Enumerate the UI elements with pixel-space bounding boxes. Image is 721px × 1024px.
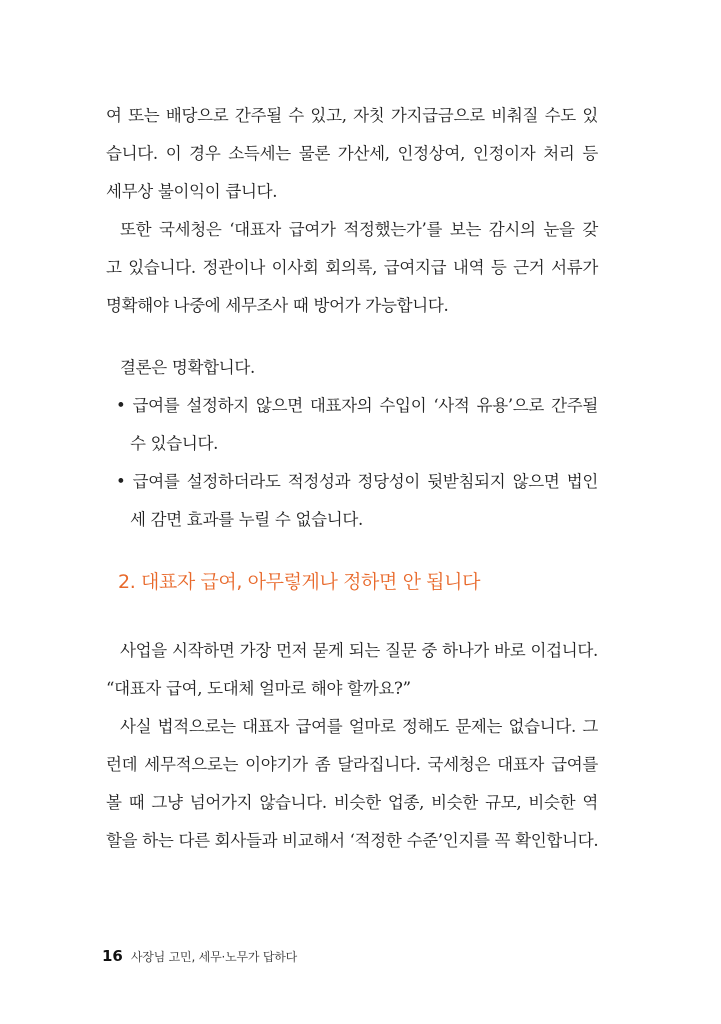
quote-line: “대표자 급여, 도대체 얼마로 해야 할까요?” xyxy=(106,679,411,698)
body-line: 습니다. 이 경우 소득세는 물론 가산세, 인정상여, 인정이자 처리 등 xyxy=(106,144,598,163)
page-footer xyxy=(102,946,297,965)
bullet-item-line: 세 감면 효과를 누릴 수 없습니다. xyxy=(130,510,363,529)
body-line: 사실 법적으로는 대표자 급여를 얼마로 정해도 문제는 없습니다. 그 xyxy=(120,717,598,736)
body-line: 명확해야 나중에 세무조사 때 방어가 가능합니다. xyxy=(106,296,449,315)
body-line: 고 있습니다. 정관이나 이사회 회의록, 급여지급 내역 등 근거 서류가 xyxy=(106,258,598,277)
body-line: 세무상 불이익이 큽니다. xyxy=(106,182,278,201)
body-line: 런데 세무적으로는 이야기가 좀 달라집니다. 국세청은 대표자 급여를 xyxy=(106,755,598,774)
body-line: 또한 국세청은 ‘대표자 급여가 적정했는가’를 보는 감시의 눈을 갖 xyxy=(120,220,598,239)
body-line: 볼 때 그냥 넘어가지 않습니다. 비슷한 업종, 비슷한 규모, 비슷한 역 xyxy=(106,793,598,812)
section-heading: 2. 대표자 급여, 아무렇게나 정하면 안 됩니다 xyxy=(118,571,481,593)
body-line: 여 또는 배당으로 간주될 수 있고, 자칫 가지급금으로 비춰질 수도 있 xyxy=(106,106,598,125)
bullet-item-line: • 급여를 설정하더라도 적정성과 정당성이 뒷받침되지 않으면 법인 xyxy=(116,472,598,491)
book-title: 사장님 고민, 세무·노무가 답하다 xyxy=(130,950,298,964)
body-line: 할을 하는 다른 회사들과 비교해서 ‘적정한 수준’인지를 꼭 확인합니다. xyxy=(106,831,599,850)
body-line: 사업을 시작하면 가장 먼저 묻게 되는 질문 중 하나가 바로 이겁니다. xyxy=(120,641,598,660)
conclusion-line: 결론은 명확합니다. xyxy=(120,358,256,377)
page-number: 16 xyxy=(102,947,123,965)
bullet-item-line: • 급여를 설정하지 않으면 대표자의 수입이 ‘사적 유용’으로 간주될 xyxy=(116,396,598,415)
bullet-item-line: 수 있습니다. xyxy=(130,434,219,453)
